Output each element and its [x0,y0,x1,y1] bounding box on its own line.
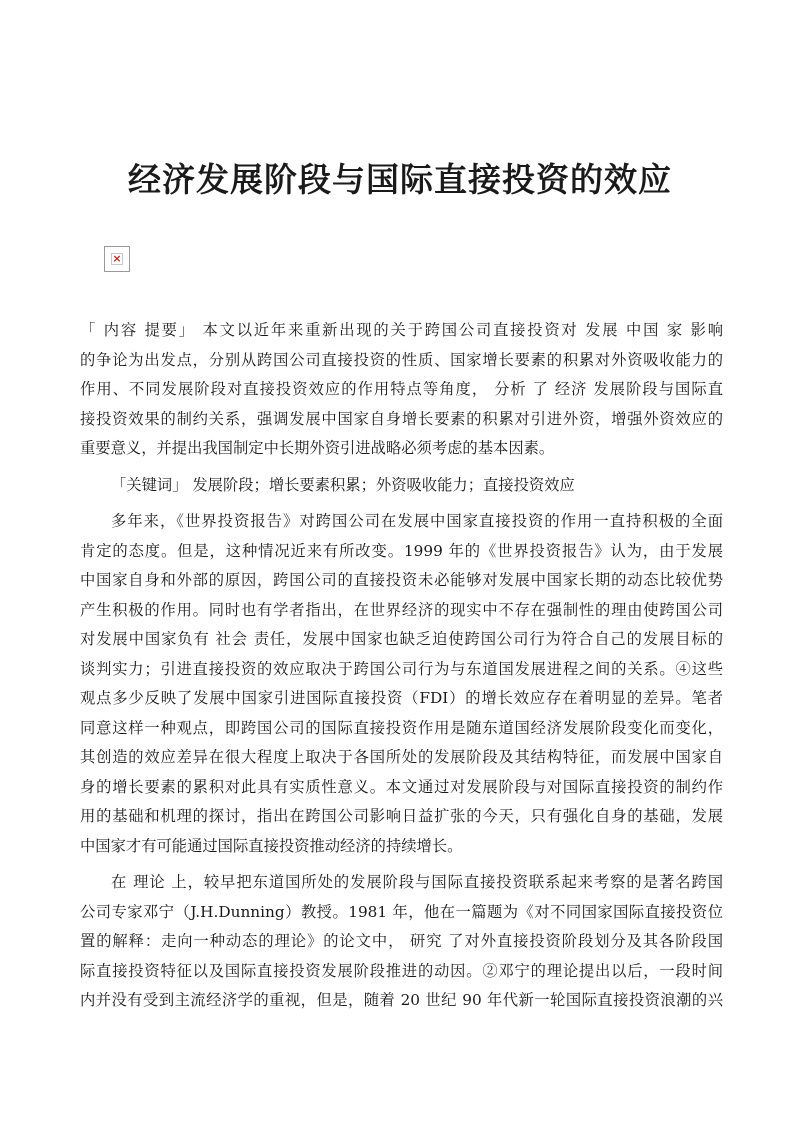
abstract-line: 重要意义，并提出我国制定中长期外资引进战略必须考虑的基本因素。 [80,439,555,457]
paragraph-line: 际直接投资特征以及国际直接投资发展阶段推进的动因。②邓宁的理论提出以后，一段时间 [80,961,723,980]
paragraph-line: 同意这样一种观点，即跨国公司的国际直接投资作用是随东道国经济发展阶段变化而变化， [80,718,723,737]
paragraph-line: 对发展中国家负有 社会 责任，发展中国家也缺乏迫使跨国公司行为符合自己的发展目标的 [80,630,723,648]
paragraph-line: 身的增长要素的累积对此具有实质性意义。本文通过对发展阶段与对国际直接投资的制约作 [80,777,723,796]
paragraph-line: 公司专家邓宁（J.H.Dunning）教授。1981 年，他在一篇题为《对不同国家国际直接投资位 [80,902,723,921]
paragraph-line: 观点多少反映了发展中国家引进国际直接投资（FDI）的增长效应存在着明显的差异。笔者 [80,689,723,707]
keywords-paragraph [80,471,723,501]
paragraph-line: 产生积极的作用。同时也有学者指出，在世界经济的现实中不存在强制性的理由使跨国公司 [80,600,723,619]
paragraph-line: 肯定的态度。但是，这种情况近来有所改变。1999 年的《世界投资报告》认为，由于发展 [80,541,723,560]
body-paragraph-2 [80,868,723,1016]
body-paragraph-1 [80,507,723,861]
paragraph-line: 在 理论 上，较早把东道国所处的发展阶段与国际直接投资联系起来考察的是著名跨国 [111,873,723,891]
paragraph-line: 用的基础和机理的探讨，指出在跨国公司影响日益扩张的今天，只有强化自身的基础，发展 [80,807,723,825]
abstract-line: 「 内容 提要」 本文以近年来重新出现的关于跨国公司直接投资对 发展 中国 家 影响 [80,321,723,339]
paragraph-line: 谈判实力；引进直接投资的效应取决于跨国公司行为与东道国发展进程之间的关系。④这些 [80,659,723,678]
abstract-line: 接投资效果的制约关系，强调发展中国家自身增长要素的积累对引进外资，增强外资效应的 [80,409,723,428]
paragraph-line: 内并没有受到主流经济学的重视，但是，随着 20 世纪 90 年代新一轮国际直接投资浪潮的兴 [80,991,723,1009]
paragraph-line: 中国家才有可能通过国际直接投资推动经济的持续增长。 [80,836,463,855]
paragraph-line: 置的解释：走向一种动态的理论》的论文中， 研究 了对外直接投资阶段划分及其各阶段国 [80,932,723,950]
paragraph-line: 中国家自身和外部的原因，跨国公司的直接投资未必能够对发展中国家长期的动态比较优势 [80,571,723,589]
broken-image-icon: × [104,246,130,272]
abstract-paragraph [80,316,723,464]
paragraph-line: 多年来，《世界投资报告》对跨国公司在发展中国家直接投资的作用一直持积极的全面 [111,512,723,530]
paragraph-line: 其创造的效应差异在很大程度上取决于各国所处的发展阶段及其结构特征，而发展中国家自 [80,748,723,766]
abstract-line: 作用、不同发展阶段对直接投资效应的作用特点等角度， 分析 了 经济 发展阶段与国际直 [80,380,723,398]
document-body [80,316,723,1023]
keywords-line: 「关键词」 发展阶段；增长要素积累；外资吸收能力；直接投资效应 [111,475,575,494]
document-title: 经济发展阶段与国际直接投资的效应 [128,160,672,199]
abstract-line: 的争论为出发点，分别从跨国公司直接投资的性质、国家增长要素的积累对外资吸收能力的 [80,350,723,369]
